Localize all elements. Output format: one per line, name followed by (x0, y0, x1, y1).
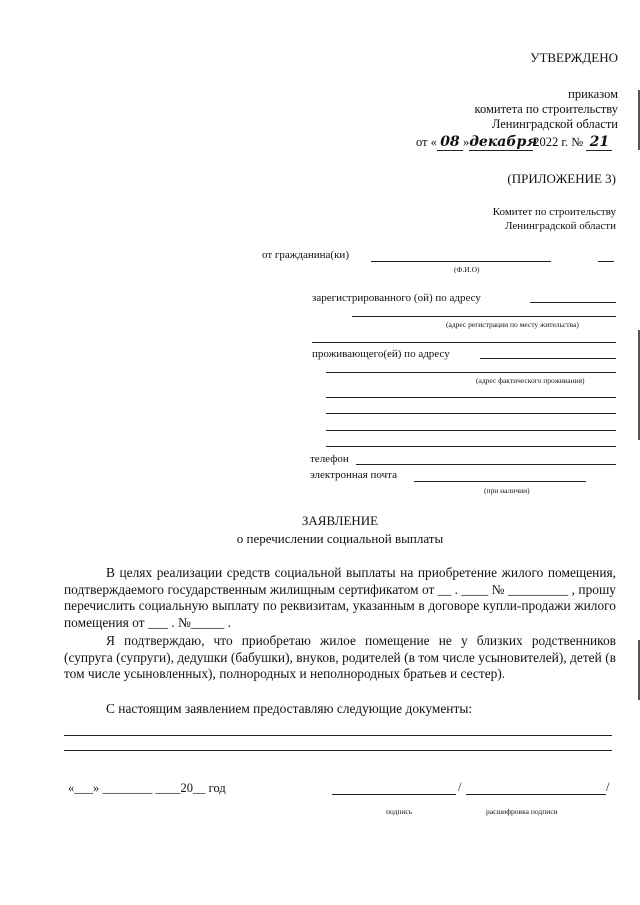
handwritten-month: декабря (469, 134, 538, 150)
date-year: 2022 г. № (533, 135, 584, 149)
registered-address-line-3[interactable] (312, 342, 616, 343)
residing-address-hint: (адрес фактического проживания) (476, 376, 585, 385)
signature-decode-line[interactable] (466, 794, 606, 795)
documents-list-line-1[interactable] (64, 735, 612, 736)
approval-by-order: приказом (568, 87, 618, 101)
registered-address-line-2[interactable] (352, 316, 616, 317)
date-mid: » (462, 135, 470, 149)
signature-hint: подпись (386, 807, 413, 816)
residing-address-line-5[interactable] (326, 430, 616, 431)
residing-address-line-4[interactable] (326, 413, 616, 414)
signature-decode-hint: расшифровка подписи (486, 807, 558, 816)
phone-input-line[interactable] (356, 464, 616, 465)
signature-line[interactable] (332, 794, 456, 795)
approval-region: Ленинградской области (491, 117, 618, 131)
appendix-label: (ПРИЛОЖЕНИЕ 3) (507, 171, 616, 186)
email-label: электронная почта (310, 469, 397, 481)
fio-input-line-end[interactable] (598, 261, 614, 262)
approval-date-line (416, 134, 612, 151)
signature-slash-1: / (458, 780, 462, 794)
approved-stamp-title: УТВЕРЖДЕНО (530, 50, 618, 65)
fio-hint: (Ф.И.О) (454, 265, 480, 274)
registered-address-hint: (адрес регистрации по месту жительства) (446, 320, 579, 329)
paragraph-confirmation: Я подтверждаю, что приобретаю жилое помещение не у близких родственников (супруга (супруги), дедушки (бабушки), внуков, родителей (в том числе усыновителей), детей (в том числе усыновленных), полнородных и неполнородных братьев и сестер). (64, 633, 616, 682)
signature-slash-2: / (606, 780, 610, 794)
documents-list-line-2[interactable] (64, 750, 612, 751)
registered-address-line-1[interactable] (530, 302, 616, 303)
email-hint: (при наличии) (484, 486, 530, 495)
residing-address-label: проживающего(ей) по адресу (312, 348, 450, 360)
recipient-line2: Ленинградской области (505, 220, 616, 232)
residing-address-line-2[interactable] (326, 372, 616, 373)
fio-input-line[interactable] (371, 261, 551, 262)
document-title: ЗАЯВЛЕНИЕ (301, 513, 379, 528)
handwritten-day: 08 (437, 134, 463, 151)
email-input-line[interactable] (414, 481, 586, 482)
residing-address-line-6[interactable] (326, 446, 616, 447)
paragraph-documents: С настоящим заявлением предоставляю следующие документы: (106, 701, 473, 716)
handwritten-order-number: 21 (586, 134, 612, 151)
residing-address-line-1[interactable] (480, 358, 616, 359)
signature-date: «___» ________ ____20__ год (68, 781, 226, 795)
date-prefix: от « (416, 135, 437, 149)
recipient-line1: Комитет по строительству (492, 206, 616, 218)
phone-label: телефон (310, 453, 349, 465)
residing-address-line-3[interactable] (326, 397, 616, 398)
document-subtitle: о перечислении социальной выплаты (236, 531, 444, 546)
approval-committee: комитета по строительству (474, 102, 618, 116)
from-citizen-label: от гражданина(ки) (262, 249, 349, 261)
paragraph-purpose: В целях реализации средств социальной выплаты на приобретение жилого помещения, подтверждаемого государственным жилищным сертификатом от __ . ____ № _________ , прошу перечислить социальную выплату по реквизитам, указанным в договоре купли-продажи жилого помещения от ___ . №_____ . (64, 565, 616, 630)
registered-address-label: зарегистрированного (ой) по адресу (312, 292, 481, 304)
